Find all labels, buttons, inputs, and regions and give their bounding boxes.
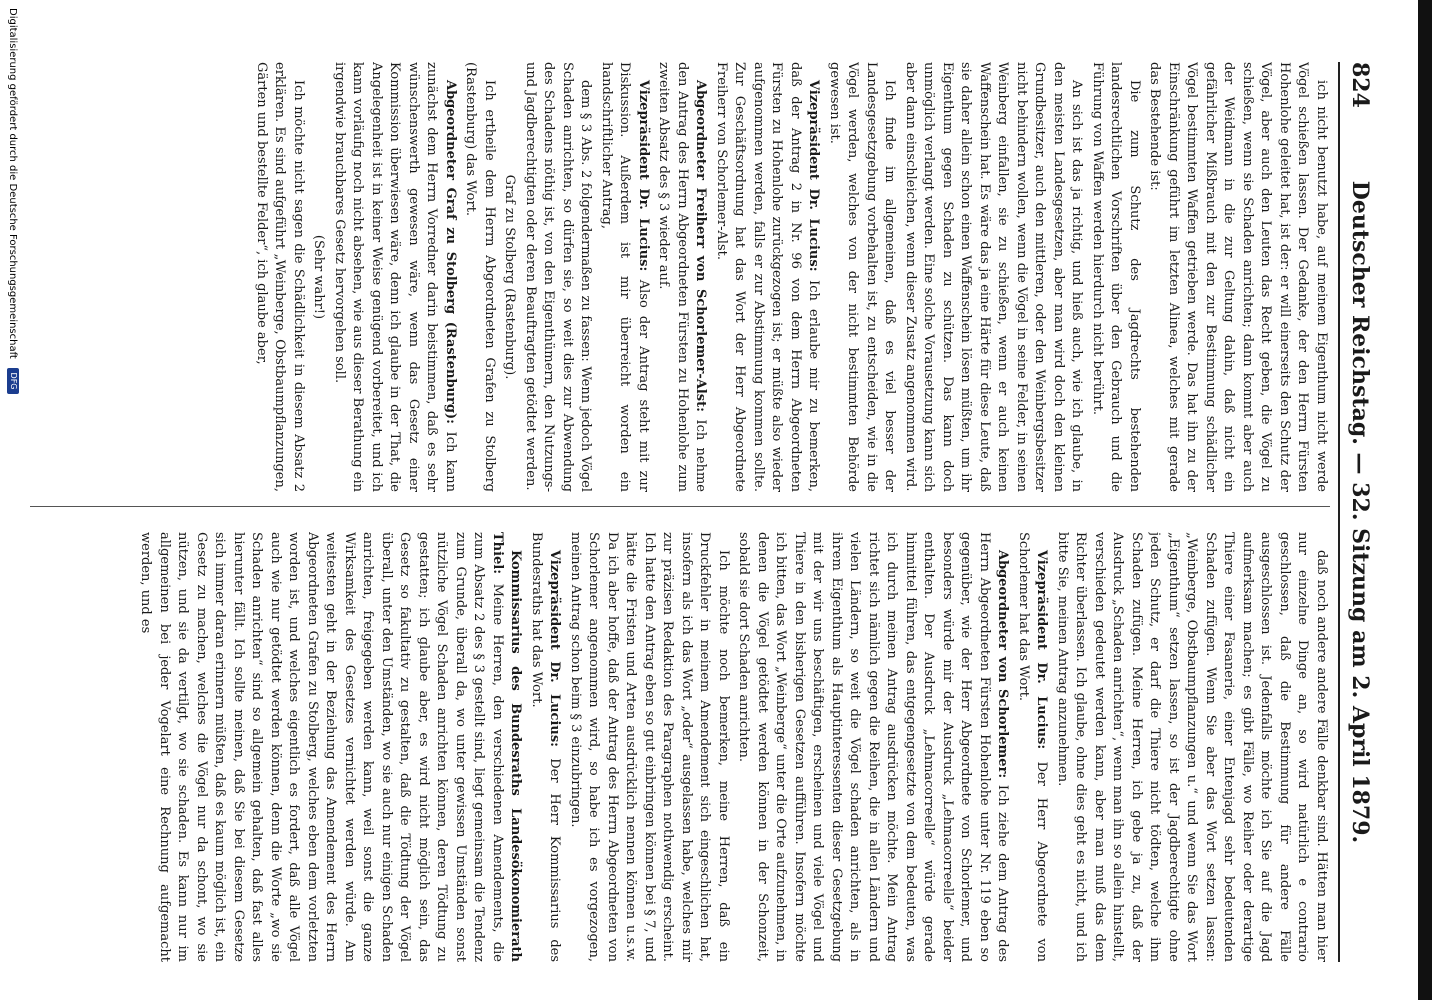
paragraph <box>500 62 519 492</box>
page-number: 824 <box>1347 62 1373 108</box>
speaker-paragraph <box>527 532 564 962</box>
speaker-name: Vizepräsident Dr. Lucius: <box>806 80 822 281</box>
paragraph-text: (Sehr wahr!) <box>311 234 327 320</box>
speaker-paragraph <box>330 62 460 492</box>
speaker-paragraph <box>654 62 710 492</box>
paragraph-text: ich nicht benutzt habe, auf meinem Eigenthum nicht werde Vögel schießen lassen. Der Gedanke, der den Herrn Fürsten Hohenlohe geleitet hat, ist der: er will einerseits den Schutz der Vögel, aber auch den Leuten das Recht geben, die Vögel zu schießen, wenn sie Schaden anrichten; dann kommt aber auch der Weidmann in die zur Geltung dahin, daß nicht ein gefährlicher Mißbrauch mit den zur Bestimmung schädlicher Vögel bestimmten Waffen getrieben werde. Das hat ihn zu der Einschränkung geführt im letzten Alinea, welches mit gerade das Bestehende ist: <box>1147 62 1329 492</box>
paragraph <box>1088 62 1144 492</box>
left-column <box>30 62 1330 492</box>
speaker-name: Kommissarius des Bundesraths Landesökonomierath Thiel: <box>490 532 524 962</box>
paragraph <box>901 62 1086 492</box>
footer-text: Digitalisierung gefördert durch die Deutsche Forschungsgemeinschaft <box>7 8 18 359</box>
scanner-edge <box>1418 0 1432 1000</box>
paragraph-text: Ich möchte noch bemerken, meine Herren, daß ein Druckfehler in meinem Amendement sich eingeschlichen hat, insofern als ich das Wort „oder“ ausgelassen habe, welches mir zur präzisen Redaktion des Paragraphen nothwendig erscheint. Ich hatte den Antrag eben so gut einbringen können bei § 7, und hätte die Fristen und Arten ausdrücklich nennen können u.s.w. Da ich aber hoffe, daß der Antrag des Herrn Abgeordneten von Schorlemer angenommen wird, so habe ich es vorgezogen, meinen Antrag schon beim § 3 einzubringen. <box>568 532 731 962</box>
speaker-paragraph <box>712 62 823 492</box>
dfg-logo-icon: DFG <box>7 368 19 394</box>
paragraph <box>252 62 308 492</box>
speaker-paragraph <box>1014 532 1051 962</box>
paragraph-text: Ich finde im allgemeinen, daß es viel besser der Landesgesetzgebung vorbehalten ist, zu entscheiden, wie in die Vögel werden, welches von der nicht bestimmten Behörde gewesen ist. <box>827 62 898 492</box>
paragraph-text: Ich nehme den Antrag des Herrn Abgeordneten Fürsten zu Hohenlohe zum zweiten Absatz des § 3 wieder auf. <box>656 62 709 492</box>
paragraph-text: Ich möchte nicht sagen die Schädlichkeit in diesem Absatz 2 erklären. Es sind aufgeführt „Weinberge, Obstbaumpflanzungen, Gärten und bestellte Felder“, ich glaube aber, <box>254 62 306 492</box>
speaker-name: Vizepräsident Dr. Lucius: <box>636 80 651 280</box>
paragraph <box>461 62 498 492</box>
speaker-name: Abgeordneter Freiherr von Schorlemer-Alst: <box>693 80 709 420</box>
speaker-name: Vizepräsident Dr. Lucius: <box>1034 550 1050 762</box>
paragraph <box>1145 62 1330 492</box>
paragraph-text: Der Herr Abgeordnete von Schorlemer hat das Wort. <box>1016 532 1050 962</box>
paragraph-text: Ich ertheile dem Herrn Abgeordneten Grafen zu Stolberg (Rastenburg) das Wort. <box>463 62 497 492</box>
page-title: Deutscher Reichstag. — 32. Sitzung am 2. April 1879. <box>1347 180 1373 844</box>
paragraph <box>825 62 899 492</box>
paragraph-text: daß noch andere andere Fälle denkbar sind. Hätten man hier nur einzelne Dinge an, so wird natürlich e contrario geschlossen, daß die Bestimmung für andere Fälle ausgeschlossen ist. Jedenfalls möchte ich Sie auf die Jagd aufmerksam machen; es gibt Fälle, wo Reiher oder derartige Thiere einer Fasanerie, einer Entenjagd sehr bedeutenden Schaden zufügen. Wenn Sie aber das Wort setzen lassen: „Weinberge, Obstbaumpflanzungen u.“ und wenn Sie das Wort „Eigenthum“ setzen lassen, so ist der Jagdberechtigte ohne jeden Schutz, er darf die Thiere nicht tödten, welche ihm Schaden zufügen. Meine Herren, ich gebe ja zu, daß der Ausdruck „Schaden anrichten“, wenn man ihn so allein hinstellt, verschieden gedeutet werden kann, aber man muß das dem Richter überlassen. Ich glaube, ohne dies geht es nicht, und ich bitte Sie, meinen Antrag anzunehmen. <box>1055 532 1329 962</box>
paragraph-text: Graf zu Stolberg (Rastenburg). <box>502 174 518 380</box>
paragraph-text: dem § 3 Abs. 2 folgendermaßen zu fassen: Wenn jedoch Vögel Schaden anrichten, so dürfen sie, so weit dies zur Abwendung des Schadens nöthig ist, von den Eigenthümern, den Nutzungs- und Jagdberechtigten oder deren Beauftragten getödtet werden. <box>523 62 594 492</box>
paragraph-text: Also der Antrag steht mit zur Diskussion. Außerdem ist mir überreicht worden ein handschriftlicher Antrag, <box>599 62 651 492</box>
speaker-name: Abgeordneter von Schorlemer: <box>995 550 1011 785</box>
right-column <box>30 532 1330 962</box>
speaker-paragraph <box>734 532 1012 962</box>
page-header <box>1338 62 1380 962</box>
paragraph-text: Die zum Schutz des Jagdrechts bestehenden landesrechtlichen Vorschriften über den Gebrauch und die Führung von Waffen werden hierdurch nicht berührt. <box>1090 62 1142 492</box>
paragraph-text: Ich ziehe dem Antrag des Herrn Abgeordneten Fürsten Hohenlohe unter Nr. 119 eben so gegenüber, wie der Herr Abgeordnete von Schorlemer, und besonders würde mir der Ausdruck „Lehmacorreelle“ beider enthalten. Der Ausdruck „Lehmacorreelle“ würde gerade hinmittel führen, das entgegengesetzte von dem bedeuten, was ich durch meinen Antrag ausdrücken möchte. Mein Antrag richtet sich nämlich gegen die Reihen, die in allen Ländern und vielen Ländern, so weit die Vögel schaden anrichten, als in ihrem Eigenthum als Hauptinteressenten dieser Gesetzgebung mit der wir uns beschäftigen, erscheinen und viele Vögel und Thiere in den bisherigen Gesetzen aufführen. Insofern möchte ich bitten, das Wort „Weinberge“ unter die Orte aufzunehmen, in denen die Vögel getödtet werden können in der Schonzeit, sobald sie dort Schaden anrichten. <box>736 532 1011 962</box>
paragraph-text: Ich kann zunächst dem Herrn Vorredner darin beistimmen, daß es sehr wünschenswerth gewesen wäre, wenn das Gesetz einer Kommission überwiesen wäre, denn ich glaube in der That, die Angelegenheit ist in keiner Weise genügend vorbereitet, und ich kann vorläufig noch nicht absehen, wie aus dieser Berathung ein irgendwie brauchbares Gesetz hervorgehen soll. <box>332 62 458 492</box>
paragraph-text: Ich erlaube mir zu bemerken, daß der Antrag 2 in Nr. 96 von dem Herrn Abgeordneten Fürsten zu Hohenlohe zurückgezogen ist; er müßte also wieder aufgenommen werden, falls er zur Abstimmung kommen sollte. Zur Geschäftsordnung hat das Wort der Herr Abgeordnete Freiherr von Schorlemer-Alst. <box>714 62 822 492</box>
paragraph <box>309 62 328 492</box>
paragraph <box>566 532 733 962</box>
speaker-name: Abgeordneter Graf zu Stolberg (Rastenburg): <box>443 80 458 432</box>
speaker-name: Vizepräsident Dr. Lucius: <box>547 550 563 759</box>
digitization-footer <box>0 0 24 1008</box>
paragraph-text: An sich ist das ja richtig, und hieß auch, wie ich glaube, in den meisten Landesgesetzen, aber man wird doch den kleinen Grundbesitzer, auch den mittleren, oder den Weinbergsbesitzer nicht behindern wollen, wenn die Vögel in seine Felder, in seinen Weinberg einfallen, sie zu schießen, wenn er auch keinen Waffenschein hat. Es wäre das ja eine Härte für diese Leute, daß sie daher allein schon einen Waffenschein lösen müßten, um ihr Eigenthum gegen Schaden zu schützen. Das kann doch unmöglich verlangt werden. Eine solche Vorausetzung kann sich aber dann einschleichen, wenn dieser Zusatz angenommen wird. <box>903 62 1085 492</box>
paragraph <box>1053 532 1331 962</box>
paragraph-text: Meine Herren, den verschiedenen Amendements, die zum Absatz 2 des § 3 gestellt sind, liegt gemeinsam die Tendenz zum Grunde, überall da, wo unter gewissen Umständen sonst nützliche Vögel Schaden anrichten können, deren Tödtung zu gestatten; ich glaube aber, es wird nicht möglich sein, das Gesetz so fakultativ zu gestalten, daß die Tödtung der Vögel überall, unter den Umständen, wo sie auch nur einigen Schaden anrichten, freigegeben werden kann, weil sonst die ganze Wirksamkeit des Gesetzes vernichtet werden würde. Am weitesten geht in der Beziehung das Amendement des Herrn Abgeordneten Grafen zu Stolberg, welches eben dem vorletzten worden ist, und welches eigentlich es fordert, daß alle Vögel auch wie nur getödtet werden können, denn die Worte „wo sie Schaden anrichten“ sind so allgemein gehalten, daß fast alles hierunter fällt. Ich sollte meinen, daß Sie bei diesem Gesetze sich immer daran erinnern müßten, daß es kaum möglich ist, ein Gesetz zu machen, welches die Vögel nur da schont, wo sie nützen, und sie da vertilgt, wo sie schaden. Es kann nur im allgemeinen bei jeder Vogelart eine Rechnung aufgemacht werden, und es <box>138 532 505 962</box>
paragraph <box>521 62 595 492</box>
speaker-paragraph <box>597 62 653 492</box>
speaker-paragraph <box>136 532 525 962</box>
paragraph-text: Der Herr Kommissarius des Bundesraths hat das Wort. <box>529 532 563 962</box>
column-divider <box>30 506 1330 507</box>
